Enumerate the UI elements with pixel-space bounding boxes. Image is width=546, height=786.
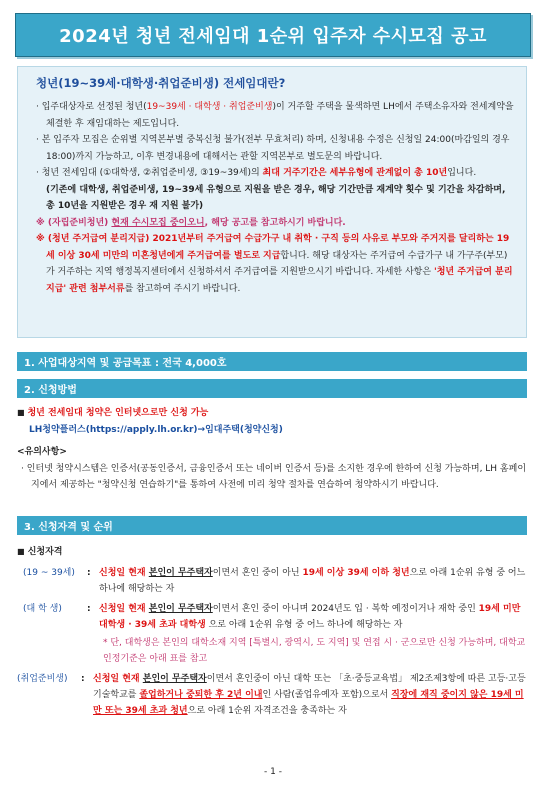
note-heading: <유의사항> [17,447,67,457]
info-paragraph-1: · 입주대상자로 선정된 청년(19~39세 · 대학생 · 취업준비생)이 거주할 주택을 물색하면 LH에서 주택소유자와 전세계약을 체결한 후 재임대하는 제도입니다. [36,102,514,129]
qual-heading: ■ 신청자격 [17,547,63,557]
info-paragraph-5: ※ (청년 주거급여 분리지급) 2021년부터 주거급여 수급가구 내 취학 · 구직 등의 사유로 부모와 주거지를 달리하는 19세 이상 30세 미만의 미혼청년에게 주거급여를 별도로 지급합니다. 해당 대상자는 주거급여 수급가구 내 가구주(부모)가 거주하는 지역 행정복지센터에서 신청하셔서 주거급여를 지원받으시기 바랍니다. 자세한 사항은 '청년 주거급여 분리지급' 관련 첨부서류를 참고하여 주시기 바랍니다. [36,234,513,294]
info-paragraph-3: · 청년 전세임대 (①대학생, ②취업준비생, ③19~39세)의 최대 거주기간은 세부유형에 관계없이 총 10년입니다. (기존에 대학생, 취업준비생, 19~39세 유형으로 지원을 받은 경우, 해당 기간만큼 재계약 횟수 및 기간을 차감하며, 총 10년을 지원받은 경우 재 지원 불가) [36,168,506,211]
section-1-header: 1. 사업대상지역 및 공급목표 : 전국 4,000호 [17,352,527,371]
qual-row-student: (대 학 생) : 신청일 현재 본인이 무주택자이면서 혼인 중이 아니며 2024년도 입 · 복학 예정이거나 재학 중인 19세 미만 대학생 · 39세 초과 대학생 으로 아래 1순위 유형 중 어느 하나에 해당하는 자 [23,603,521,630]
apply-link[interactable]: LH청약플러스(https://apply.lh.or.kr)→임대주택(청약신청) [29,424,283,435]
qual-row-jobseeker: (취업준비생) : 신청일 현재 본인이 무주택자이면서 혼인중이 아닌 대학 또는 「초·중등교육법」 제2조제3항에 따른 고등·고등기술학교를 졸업하거나 중퇴한 후 2년 이내인 사람(졸업유예자 포함)으로서 직장에 재직 중이지 않은 19세 미만 또는 39세 초과 청년으로 아래 1순위 자격조건을 충족하는 자 [17,673,526,716]
info-box [17,66,527,338]
section-2-header: 2. 신청방법 [17,379,527,398]
info-paragraph-2: · 본 입주자 모집은 순위별 지역본부별 중복신청 불가(전부 무효처리) 하며, 신청내용 수정은 신청일 24:00(마감일의 경우 18:00)까지 가능하고, 이후 변경내용에 대해서는 관할 지역본부로 별도문의 바랍니다. [36,135,510,162]
info-paragraph-4: ※ (자립준비청년) 현재 수시모집 중이오니, 해당 공고를 참고하시기 바랍니다. [36,217,346,228]
page-number: - 1 - [264,767,282,777]
apply-method [17,405,529,494]
title-banner [15,13,531,57]
qualification [17,544,529,719]
info-heading: 청년(19~39세·대학생·취업준비생) 전세임대란? [36,76,286,90]
page-title: 2024년 청년 전세임대 1순위 입주자 수시모집 공고 [59,26,487,47]
qual-student-note: * 단, 대학생은 본인의 대학소재 지역 [특별시, 광역시, 도 지역] 및 연접 시 · 군으로만 신청 가능하며, 대학교 인정기준은 아래 표를 참고 [103,637,526,664]
apply-line-1: ■ 청년 전세임대 청약은 인터넷으로만 신청 가능 [17,408,209,418]
section-3-header: 3. 신청자격 및 순위 [17,516,527,535]
qual-row-19-39: (19 ~ 39세) : 신청일 현재 본인이 무주택자이면서 혼인 중이 아닌 19세 이상 39세 이하 청년으로 아래 1순위 유형 중 어느 하나에 해당하는 자 [23,567,526,594]
note-text: · 인터넷 청약시스템은 인증서(공동인증서, 금융인증서 또는 네이버 인증서 등)를 소지한 경우에 한하여 신청 가능하며, LH 홈페이지에서 제공하는 "청약신청 연습하기"를 통하여 사전에 미리 청약 절차를 연습하여 청약하시기 바랍니다. [21,463,527,490]
